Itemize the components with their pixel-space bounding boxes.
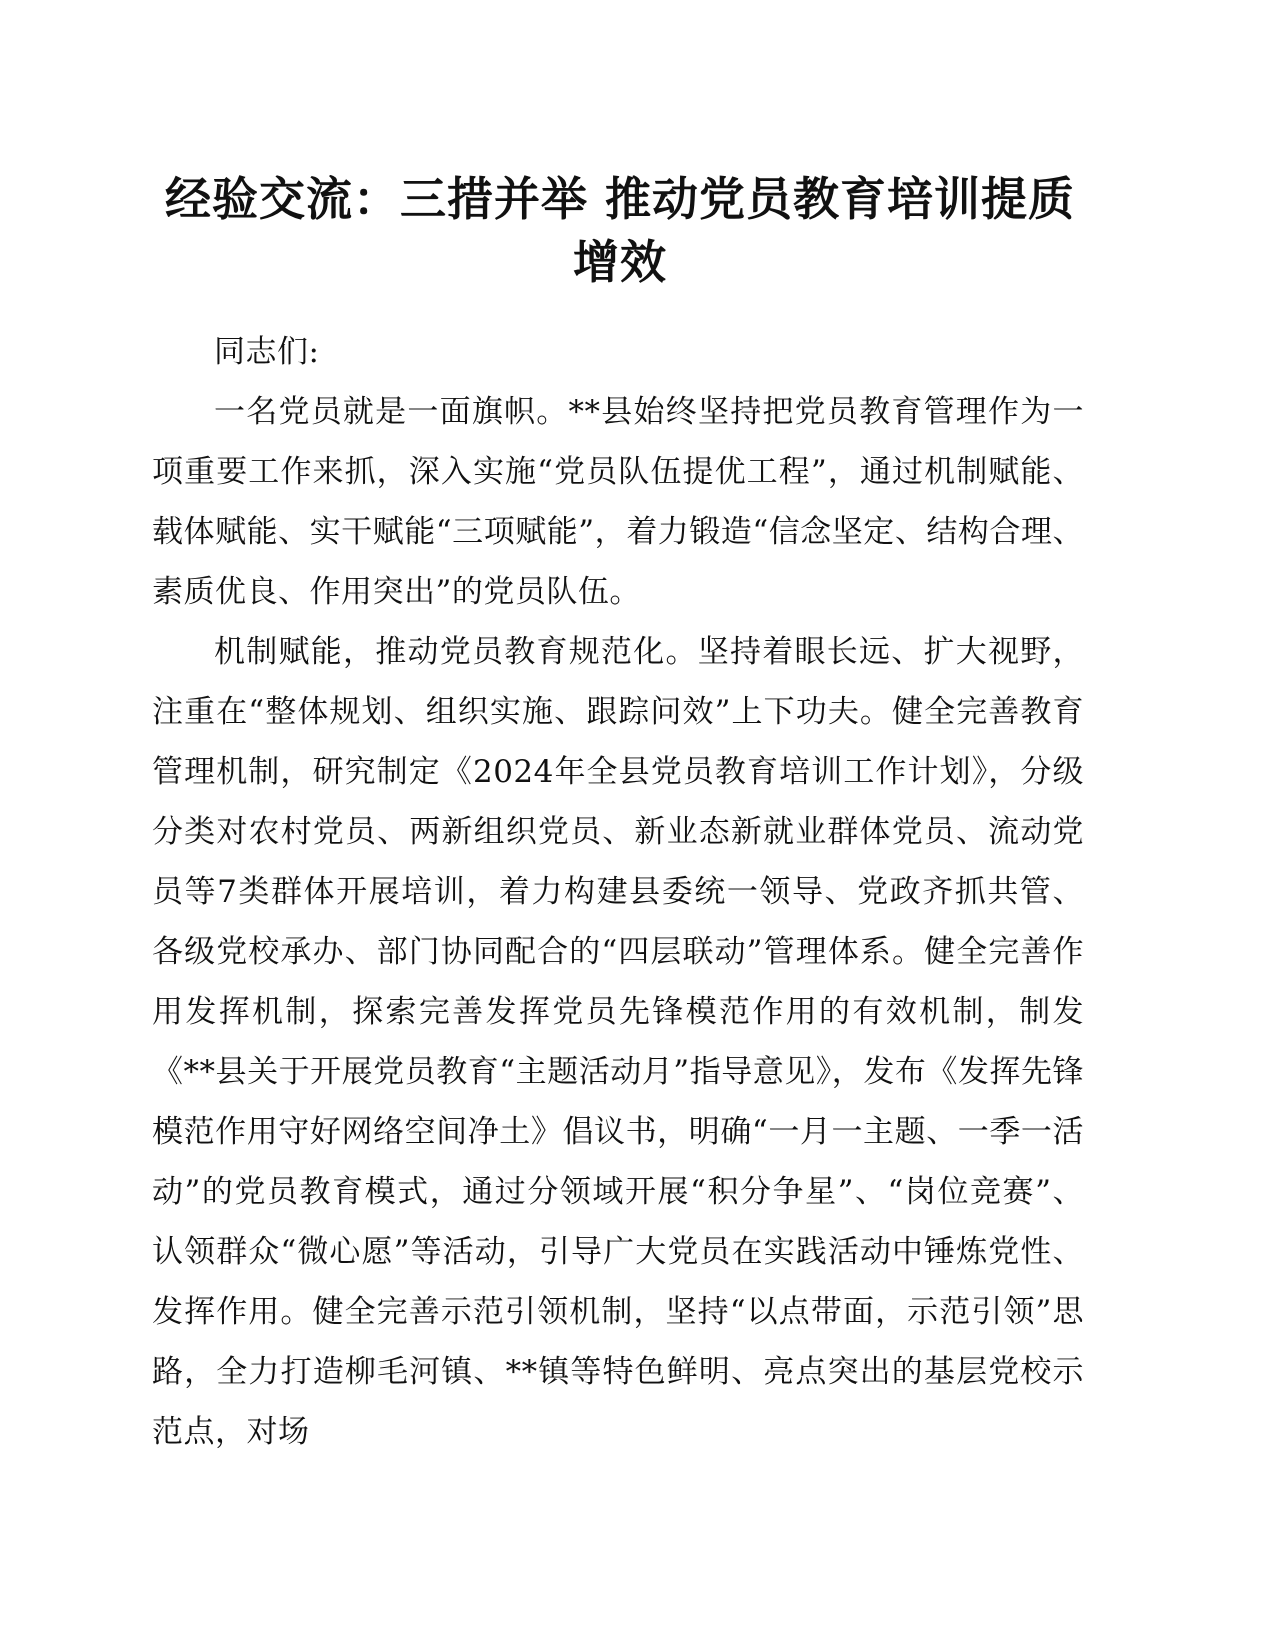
paragraph-mechanism: 机制赋能，推动党员教育规范化。坚持着眼长远、扩大视野，注重在“整体规划、组织实施、跟踪问效”上下功夫。健全完善教育管理机制，研究制定《2024年全县党员教育培训工作计划》，分级分类对农村党员、两新组织党员、新业态新就业群体党员、流动党员等7类群体开展培训，着力构建县委统一领导、党政齐抓共管、各级党校承办、部门协同配合的“四层联动”管理体系。健全完善作用发挥机制，探索完善发挥党员先锋模范作用的有效机制，制发《**县关于开展党员教育“主题活动月”指导意见》，发布《发挥先锋模范作用守好网络空间净土》倡议书，明确“一月一主题、一季一活动”的党员教育模式，通过分领域开展“积分争星”、“岗位竞赛”、认领群众“微心愿”等活动，引导广大党员在实践活动中锤炼党性、发挥作用。健全完善示范引领机制，坚持“以点带面，示范引领”思路，全力打造柳毛河镇、**镇等特色鲜明、亮点突出的基层党校示范点，对场: [152, 634, 1084, 1450]
salutation: 同志们:: [214, 334, 320, 370]
document-title: 经验交流：三措并举 推动党员教育培训提质增效: [164, 172, 1075, 289]
document-body: [152, 322, 1084, 1462]
paragraph-intro: 一名党员就是一面旗帜。**县始终坚持把党员教育管理作为一项重要工作来抓，深入实施“党员队伍提优工程”，通过机制赋能、载体赋能、实干赋能“三项赋能”，着力锻造“信念坚定、结构合理、素质优良、作用突出”的党员队伍。: [152, 394, 1084, 610]
